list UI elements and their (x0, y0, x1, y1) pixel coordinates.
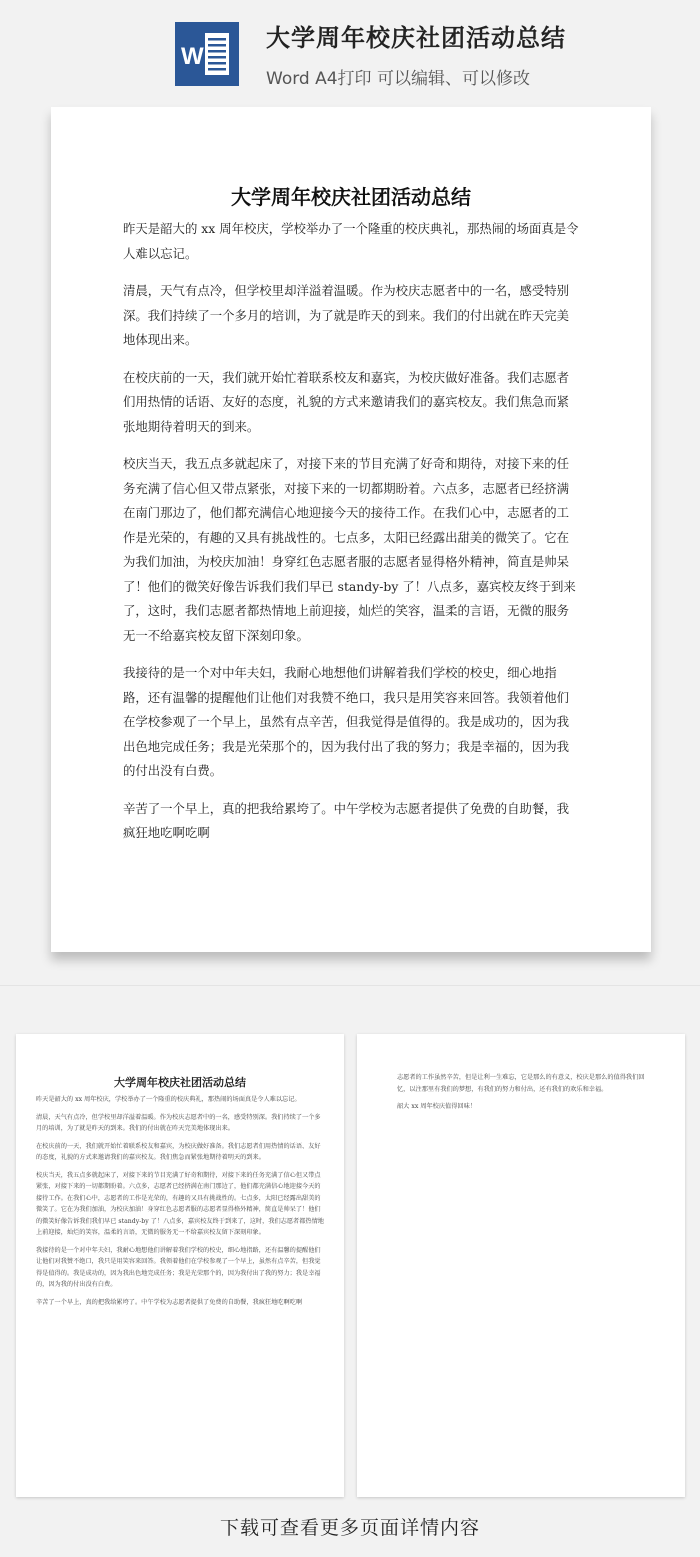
thumbnail-paragraph: 辛苦了一个早上，真的把我给累垮了。中午学校为志愿者提供了免费的自助餐，我疯狂地吃啊吃啊 (36, 1298, 303, 1306)
document-page-main (51, 107, 651, 952)
download-hint-text: 下载可查看更多页面详情内容 (219, 1517, 480, 1539)
thumbnail-title: 大学周年校庆社团活动总结 (114, 1076, 246, 1089)
page-thumbnail-2[interactable] (357, 1034, 685, 1497)
document-paragraph: 在校庆前的一天，我们就开始忙着联系校友和嘉宾，为校庆做好准备。我们志愿者们用热情的话语、友好的态度，礼貌的方式来邀请我们的嘉宾校友。我们焦急而紧张地期待着明天的到来。 (123, 369, 570, 434)
thumbnail-paragraph: 校庆当天，我五点多就起床了，对接下来的节目充满了好奇和期待，对接下来的任务充满了信心但又带点紧张，对接下来的一切都期盼着。六点多，志愿者已经挤满在南门那边了，他们都充满信心地迎接今天的接待工作。在我们心中，志愿者的工作是光荣的，有趣的又具有挑战性的。七点多，太阳已经露出甜美的微笑了。它在为我们加油，为校庆加油！身穿红色志愿者服的志愿者显得格外精神，简直是帅呆了！他们的微笑好像告诉我们我们早已 standy-by 了！八点多，嘉宾校友终于到来了，这时，我们志愿者都热情地上前迎接，灿烂的笑容，温柔的言语，无微的服务无一不给嘉宾校友留下深刻印象。 (36, 1171, 324, 1236)
thumbnail-body (36, 1094, 324, 1314)
document-paragraph: 清晨，天气有点冷，但学校里却洋溢着温暖。作为校庆志愿者中的一名，感受特别深。我们持续了一个多月的培训，为了就是昨天的到来。我们的付出就在昨天完美地体现出来。 (123, 283, 570, 347)
document-title: 大学周年校庆社团活动总结 (231, 185, 471, 209)
header-banner (0, 0, 700, 100)
word-icon-letter: W (181, 43, 204, 70)
word-doc-icon (175, 22, 239, 86)
document-paragraph: 昨天是韶大的 xx 周年校庆，学校举办了一个隆重的校庆典礼，那热闹的场面真是令人难以忘记。 (123, 221, 579, 261)
thumbnail-paragraph: 清晨，天气有点冷，但学校里却洋溢着温暖。作为校庆志愿者中的一名，感受特别深。我们持续了一个多月的培训，为了就是昨天的到来。我们的付出就在昨天完美地体现出来。 (36, 1113, 321, 1132)
thumbnail-body (397, 1072, 647, 1119)
section-divider (0, 985, 700, 986)
page-thumbnail-1[interactable] (16, 1034, 344, 1497)
document-body (123, 217, 579, 859)
thumbnail-paragraph: 韶大 xx 周年校庆值得回味！ (397, 1103, 476, 1110)
thumbnail-paragraph: 在校庆前的一天，我们就开始忙着联系校友和嘉宾，为校庆做好准备。我们志愿者们用热情的话语、友好的态度，礼貌的方式来邀请我们的嘉宾校友。我们焦急而紧张地期待着明天的到来。 (36, 1142, 321, 1161)
document-paragraph: 辛苦了一个早上，真的把我给累垮了。中午学校为志愿者提供了免费的自助餐，我疯狂地吃啊吃啊 (123, 800, 570, 840)
header-title: 大学周年校庆社团活动总结 (266, 24, 566, 52)
thumbnail-paragraph: 我接待的是一个对中年夫妇，我耐心地想他们讲解着我们学校的校史，细心地指路，还有温馨的提醒他们让他们对我赞不绝口，我只是用笑容来回答。我领着他们在学校参观了一个早上，虽然有点辛苦，但我觉得是值得的。我是成功的，因为我出色地完成任务；我是光荣那个的，因为我付出了我的努力；我是幸福的，因为我的付出没有白费。 (36, 1246, 321, 1288)
thumbnail-paragraph: 昨天是韶大的 xx 周年校庆，学校举办了一个隆重的校庆典礼，那热闹的场面真是令人难以忘记。 (36, 1096, 301, 1103)
header-subtitle: Word A4打印 可以编辑、可以修改 (266, 69, 530, 89)
document-paragraph: 校庆当天，我五点多就起床了，对接下来的节目充满了好奇和期待，对接下来的任务充满了信心但又带点紧张，对接下来的一切都期盼着。六点多，志愿者已经挤满在南门那边了，他们都充满信心地迎接今天的接待工作。在我们心中，志愿者的工作是光荣的，有趣的又具有挑战性的。七点多，太阳已经露出甜美的微笑了。它在为我们加油，为校庆加油！身穿红色志愿者服的志愿者显得格外精神，简直是帅呆了！他们的微笑好像告诉我们我们早已 standy-by 了！八点多，嘉宾校友终于到来了，这时，我们志愿者都热情地上前迎接，灿烂的笑容，温柔的言语，无微的服务无一不给嘉宾校友留下深刻印象。 (123, 456, 576, 643)
document-paragraph: 我接待的是一个对中年夫妇，我耐心地想他们讲解着我们学校的校史，细心地指路，还有温馨的提醒他们让他们对我赞不绝口，我只是用笑容来回答。我领着他们在学校参观了一个早上，虽然有点辛苦，但我觉得是值得的。我是成功的，因为我出色地完成任务；我是光荣那个的，因为我付出了我的努力；我是幸福的，因为我的付出没有白费。 (123, 665, 570, 778)
thumbnail-paragraph: 志愿者的工作虽然辛苦，但是让利一生难忘，它是那么的有意义，校庆是那么的值得我们回忆，以注那里有我们的梦想，有我们的努力和付出，还有我们的欢乐和幸福。 (397, 1074, 645, 1093)
